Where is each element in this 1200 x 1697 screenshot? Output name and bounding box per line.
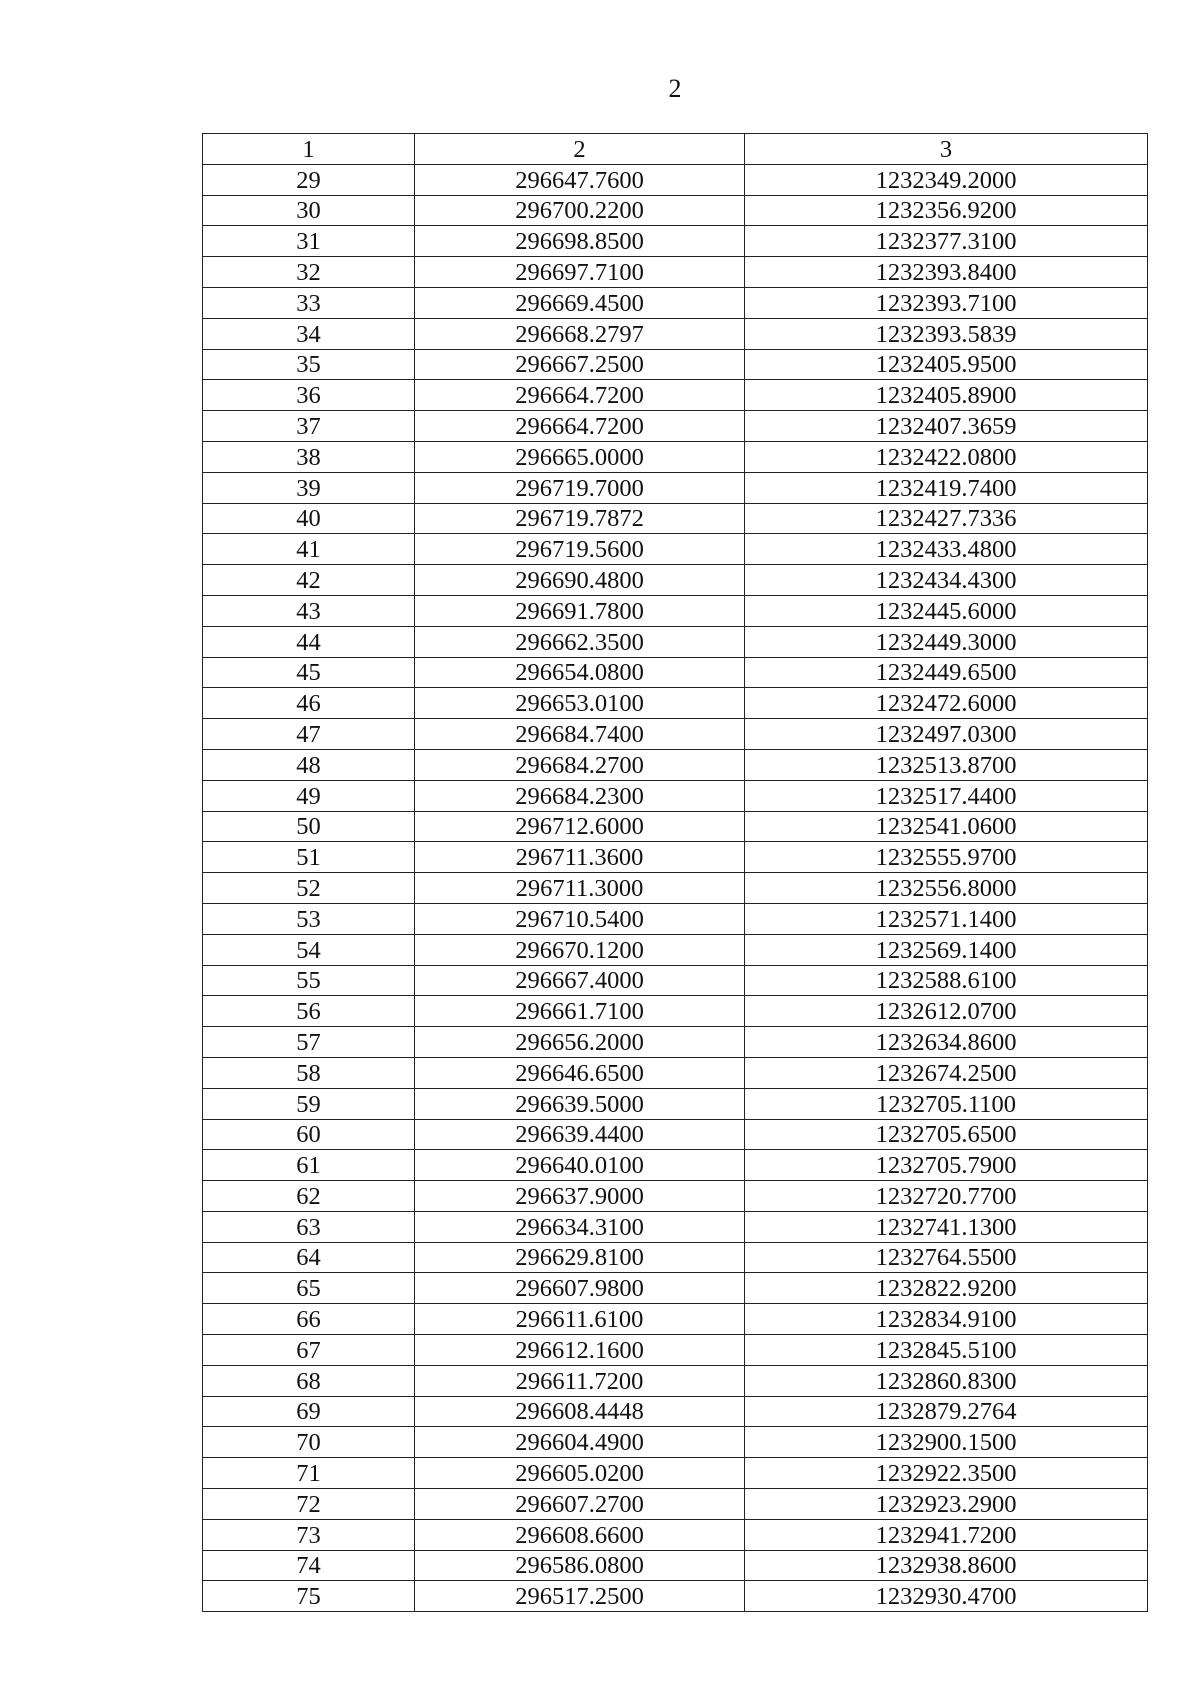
y-coordinate-cell: 1232822.9200	[745, 1273, 1148, 1304]
y-coordinate-cell: 1232705.1100	[745, 1088, 1148, 1119]
table-row	[203, 719, 1148, 750]
y-coordinate-cell: 1232705.6500	[745, 1119, 1148, 1150]
x-coordinate-cell: 296607.2700	[415, 1489, 745, 1520]
table-row	[203, 287, 1148, 318]
x-coordinate-cell: 296667.2500	[415, 349, 745, 380]
y-coordinate-cell: 1232422.0800	[745, 441, 1148, 472]
table-row	[203, 226, 1148, 257]
x-coordinate-cell: 296667.4000	[415, 965, 745, 996]
x-coordinate-cell: 296639.4400	[415, 1119, 745, 1150]
table-row	[203, 534, 1148, 565]
y-coordinate-cell: 1232517.4400	[745, 780, 1148, 811]
point-number-cell: 47	[203, 719, 415, 750]
table-row	[203, 1365, 1148, 1396]
table-row	[203, 565, 1148, 596]
x-coordinate-cell: 296690.4800	[415, 565, 745, 596]
point-number-cell: 56	[203, 996, 415, 1027]
y-coordinate-cell: 1232705.7900	[745, 1150, 1148, 1181]
x-coordinate-cell: 296711.3600	[415, 842, 745, 873]
table-row	[203, 380, 1148, 411]
point-number-cell: 53	[203, 903, 415, 934]
y-coordinate-cell: 1232834.9100	[745, 1304, 1148, 1335]
point-number-cell: 57	[203, 1027, 415, 1058]
table-row	[203, 1550, 1148, 1581]
table-row	[203, 318, 1148, 349]
table-row	[203, 164, 1148, 195]
table-row	[203, 1458, 1148, 1489]
point-number-cell: 51	[203, 842, 415, 873]
y-coordinate-cell: 1232588.6100	[745, 965, 1148, 996]
y-coordinate-cell: 1232555.9700	[745, 842, 1148, 873]
point-number-cell: 74	[203, 1550, 415, 1581]
table-row	[203, 1150, 1148, 1181]
y-coordinate-cell: 1232405.8900	[745, 380, 1148, 411]
table-row	[203, 842, 1148, 873]
table-row	[203, 1396, 1148, 1427]
table-row	[203, 411, 1148, 442]
table-row	[203, 257, 1148, 288]
x-coordinate-cell: 296711.3000	[415, 873, 745, 904]
page-number: 2	[668, 74, 682, 103]
x-coordinate-cell: 296697.7100	[415, 257, 745, 288]
y-coordinate-cell: 1232923.2900	[745, 1489, 1148, 1520]
table-row	[203, 873, 1148, 904]
table-row	[203, 195, 1148, 226]
table-row	[203, 1273, 1148, 1304]
y-coordinate-cell: 1232764.5500	[745, 1242, 1148, 1273]
point-number-cell: 54	[203, 934, 415, 965]
y-coordinate-cell: 1232845.5100	[745, 1335, 1148, 1366]
y-coordinate-cell: 1232393.7100	[745, 287, 1148, 318]
point-number-cell: 40	[203, 503, 415, 534]
x-coordinate-cell: 296611.7200	[415, 1365, 745, 1396]
y-coordinate-cell: 1232405.9500	[745, 349, 1148, 380]
y-coordinate-cell: 1232393.8400	[745, 257, 1148, 288]
point-number-cell: 35	[203, 349, 415, 380]
y-coordinate-cell: 1232419.7400	[745, 472, 1148, 503]
y-coordinate-cell: 1232449.3000	[745, 626, 1148, 657]
x-coordinate-cell: 296653.0100	[415, 688, 745, 719]
table-row	[203, 1057, 1148, 1088]
point-number-cell: 37	[203, 411, 415, 442]
x-coordinate-cell: 296608.6600	[415, 1519, 745, 1550]
x-coordinate-cell: 296639.5000	[415, 1088, 745, 1119]
table-row	[203, 1335, 1148, 1366]
table-row	[203, 1519, 1148, 1550]
x-coordinate-cell: 296634.3100	[415, 1211, 745, 1242]
point-number-cell: 52	[203, 873, 415, 904]
point-number-cell: 66	[203, 1304, 415, 1335]
x-coordinate-cell: 296517.2500	[415, 1581, 745, 1612]
point-number-cell: 55	[203, 965, 415, 996]
y-coordinate-cell: 1232449.6500	[745, 657, 1148, 688]
point-number-cell: 43	[203, 595, 415, 626]
y-coordinate-cell: 1232427.7336	[745, 503, 1148, 534]
table-row	[203, 996, 1148, 1027]
table-row	[203, 688, 1148, 719]
x-coordinate-cell: 296719.7000	[415, 472, 745, 503]
point-number-cell: 59	[203, 1088, 415, 1119]
x-coordinate-cell: 296710.5400	[415, 903, 745, 934]
point-number-cell: 42	[203, 565, 415, 596]
table-row	[203, 349, 1148, 380]
x-coordinate-cell: 296670.1200	[415, 934, 745, 965]
y-coordinate-cell: 1232556.8000	[745, 873, 1148, 904]
y-coordinate-cell: 1232741.1300	[745, 1211, 1148, 1242]
x-coordinate-cell: 296586.0800	[415, 1550, 745, 1581]
point-number-cell: 46	[203, 688, 415, 719]
x-coordinate-cell: 296698.8500	[415, 226, 745, 257]
table-row	[203, 441, 1148, 472]
point-number-cell: 39	[203, 472, 415, 503]
y-coordinate-cell: 1232922.3500	[745, 1458, 1148, 1489]
point-number-cell: 68	[203, 1365, 415, 1396]
table-body	[203, 164, 1148, 1611]
table-row	[203, 1027, 1148, 1058]
table-row	[203, 780, 1148, 811]
y-coordinate-cell: 1232434.4300	[745, 565, 1148, 596]
point-number-cell: 29	[203, 164, 415, 195]
y-coordinate-cell: 1232860.8300	[745, 1365, 1148, 1396]
x-coordinate-cell: 296637.9000	[415, 1181, 745, 1212]
point-number-cell: 64	[203, 1242, 415, 1273]
y-coordinate-cell: 1232497.0300	[745, 719, 1148, 750]
point-number-cell: 72	[203, 1489, 415, 1520]
y-coordinate-cell: 1232377.3100	[745, 226, 1148, 257]
point-number-cell: 67	[203, 1335, 415, 1366]
point-number-cell: 44	[203, 626, 415, 657]
table-row	[203, 1581, 1148, 1612]
x-coordinate-cell: 296669.4500	[415, 287, 745, 318]
x-coordinate-cell: 296684.7400	[415, 719, 745, 750]
point-number-cell: 73	[203, 1519, 415, 1550]
table-row	[203, 1304, 1148, 1335]
table-row	[203, 934, 1148, 965]
y-coordinate-cell: 1232349.2000	[745, 164, 1148, 195]
x-coordinate-cell: 296605.0200	[415, 1458, 745, 1489]
table-row	[203, 1242, 1148, 1273]
x-coordinate-cell: 296668.2797	[415, 318, 745, 349]
point-number-cell: 50	[203, 811, 415, 842]
point-number-cell: 75	[203, 1581, 415, 1612]
point-number-cell: 71	[203, 1458, 415, 1489]
point-number-cell: 32	[203, 257, 415, 288]
table-header-row	[203, 134, 1148, 165]
table-row	[203, 1088, 1148, 1119]
x-coordinate-cell: 296607.9800	[415, 1273, 745, 1304]
point-number-cell: 48	[203, 749, 415, 780]
x-coordinate-cell: 296719.5600	[415, 534, 745, 565]
x-coordinate-cell: 296700.2200	[415, 195, 745, 226]
point-number-cell: 45	[203, 657, 415, 688]
y-coordinate-cell: 1232433.4800	[745, 534, 1148, 565]
x-coordinate-cell: 296654.0800	[415, 657, 745, 688]
x-coordinate-cell: 296608.4448	[415, 1396, 745, 1427]
x-coordinate-cell: 296661.7100	[415, 996, 745, 1027]
point-number-cell: 60	[203, 1119, 415, 1150]
table-row	[203, 657, 1148, 688]
x-coordinate-cell: 296664.7200	[415, 411, 745, 442]
y-coordinate-cell: 1232393.5839	[745, 318, 1148, 349]
y-coordinate-cell: 1232930.4700	[745, 1581, 1148, 1612]
y-coordinate-cell: 1232674.2500	[745, 1057, 1148, 1088]
point-number-cell: 30	[203, 195, 415, 226]
table-row	[203, 811, 1148, 842]
point-number-cell: 62	[203, 1181, 415, 1212]
x-coordinate-cell: 296656.2000	[415, 1027, 745, 1058]
y-coordinate-cell: 1232571.1400	[745, 903, 1148, 934]
point-number-cell: 63	[203, 1211, 415, 1242]
x-coordinate-cell: 296604.4900	[415, 1427, 745, 1458]
table-row	[203, 1211, 1148, 1242]
table-row	[203, 503, 1148, 534]
point-number-cell: 31	[203, 226, 415, 257]
y-coordinate-cell: 1232900.1500	[745, 1427, 1148, 1458]
table-row	[203, 1119, 1148, 1150]
table-row	[203, 903, 1148, 934]
table-row	[203, 965, 1148, 996]
y-coordinate-cell: 1232513.8700	[745, 749, 1148, 780]
header-cell-y-coordinate: 3	[745, 134, 1148, 165]
y-coordinate-cell: 1232612.0700	[745, 996, 1148, 1027]
x-coordinate-cell: 296684.2300	[415, 780, 745, 811]
x-coordinate-cell: 296640.0100	[415, 1150, 745, 1181]
point-number-cell: 58	[203, 1057, 415, 1088]
header-cell-point-number: 1	[203, 134, 415, 165]
y-coordinate-cell: 1232634.8600	[745, 1027, 1148, 1058]
coordinates-table	[202, 133, 1148, 1612]
x-coordinate-cell: 296691.7800	[415, 595, 745, 626]
point-number-cell: 33	[203, 287, 415, 318]
table-row	[203, 1427, 1148, 1458]
point-number-cell: 38	[203, 441, 415, 472]
x-coordinate-cell: 296647.7600	[415, 164, 745, 195]
point-number-cell: 61	[203, 1150, 415, 1181]
point-number-cell: 69	[203, 1396, 415, 1427]
x-coordinate-cell: 296684.2700	[415, 749, 745, 780]
x-coordinate-cell: 296612.1600	[415, 1335, 745, 1366]
x-coordinate-cell: 296662.3500	[415, 626, 745, 657]
y-coordinate-cell: 1232938.8600	[745, 1550, 1148, 1581]
point-number-cell: 41	[203, 534, 415, 565]
y-coordinate-cell: 1232407.3659	[745, 411, 1148, 442]
y-coordinate-cell: 1232941.7200	[745, 1519, 1148, 1550]
x-coordinate-cell: 296712.6000	[415, 811, 745, 842]
table-row	[203, 1181, 1148, 1212]
table-row	[203, 626, 1148, 657]
y-coordinate-cell: 1232569.1400	[745, 934, 1148, 965]
point-number-cell: 49	[203, 780, 415, 811]
y-coordinate-cell: 1232356.9200	[745, 195, 1148, 226]
y-coordinate-cell: 1232720.7700	[745, 1181, 1148, 1212]
header-cell-x-coordinate: 2	[415, 134, 745, 165]
table-row	[203, 1489, 1148, 1520]
y-coordinate-cell: 1232541.0600	[745, 811, 1148, 842]
y-coordinate-cell: 1232445.6000	[745, 595, 1148, 626]
table-row	[203, 749, 1148, 780]
y-coordinate-cell: 1232879.2764	[745, 1396, 1148, 1427]
table-row	[203, 472, 1148, 503]
y-coordinate-cell: 1232472.6000	[745, 688, 1148, 719]
x-coordinate-cell: 296611.6100	[415, 1304, 745, 1335]
point-number-cell: 65	[203, 1273, 415, 1304]
x-coordinate-cell: 296665.0000	[415, 441, 745, 472]
x-coordinate-cell: 296664.7200	[415, 380, 745, 411]
x-coordinate-cell: 296629.8100	[415, 1242, 745, 1273]
point-number-cell: 36	[203, 380, 415, 411]
table-row	[203, 595, 1148, 626]
point-number-cell: 34	[203, 318, 415, 349]
x-coordinate-cell: 296719.7872	[415, 503, 745, 534]
x-coordinate-cell: 296646.6500	[415, 1057, 745, 1088]
point-number-cell: 70	[203, 1427, 415, 1458]
